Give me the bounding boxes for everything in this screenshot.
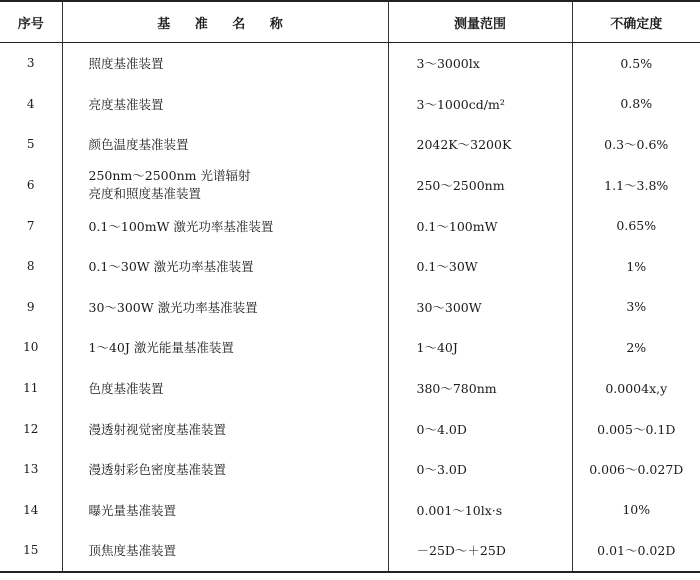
row-range: 3～1000cd/m² (388, 84, 572, 125)
row-name: 亮度基准装置 (62, 84, 388, 125)
row-name: 色度基准装置 (62, 368, 388, 409)
row-range: 3～3000lx (388, 43, 572, 84)
table-row (0, 165, 700, 206)
table-row (0, 368, 700, 409)
table-row (0, 408, 700, 449)
row-number: 6 (26, 178, 35, 193)
table-row (0, 490, 700, 531)
header-uncertainty: 不确定度 (572, 1, 700, 43)
table-row (0, 124, 700, 165)
row-name: 30～300W 激光功率基准装置 (62, 287, 388, 328)
table-row (0, 205, 700, 246)
row-uncertainty: 0.5% (572, 43, 700, 84)
row-range: 0.1～30W (388, 246, 572, 287)
row-uncertainty: 0.005～0.1D (572, 408, 700, 449)
row-range: 2042K～3200K (388, 124, 572, 165)
table-row (0, 43, 700, 84)
row-name: 漫透射彩色密度基准装置 (62, 449, 388, 490)
header-number: 序号 (0, 1, 62, 43)
table-row (0, 246, 700, 287)
row-number: 10 (23, 340, 39, 355)
row-name: 顶焦度基准装置 (62, 530, 388, 572)
row-name-line-2: 亮度和照度基准装置 (88, 186, 202, 202)
table-row (0, 530, 700, 572)
table-header-row (0, 1, 700, 43)
row-name: 漫透射视觉密度基准装置 (62, 408, 388, 449)
row-range: 0.1～100mW (388, 205, 572, 246)
row-uncertainty: 0.8% (572, 84, 700, 125)
row-uncertainty: 0.3～0.6% (572, 124, 700, 165)
row-name: 颜色温度基准装置 (62, 124, 388, 165)
row-range: 1～40J (388, 327, 572, 368)
row-uncertainty: 2% (572, 327, 700, 368)
row-number: 7 (26, 218, 35, 233)
header-name: 基 准 名 称 (62, 1, 388, 43)
row-name: 1～40J 激光能量基准装置 (62, 327, 388, 368)
row-name-line-1: 250nm～2500nm 光谱辐射 (88, 168, 251, 184)
row-number: 15 (0, 530, 62, 572)
row-name: 照度基准装置 (62, 43, 388, 84)
row-number: 4 (26, 96, 35, 111)
row-range: 380～780nm (388, 368, 572, 409)
row-range: 0.001～10lx·s (388, 490, 572, 531)
table-row (0, 327, 700, 368)
table-row (0, 287, 700, 328)
row-uncertainty: 0.65% (572, 205, 700, 246)
row-name: 曝光量基准装置 (62, 490, 388, 531)
row-range: 0～3.0D (388, 449, 572, 490)
table-row (0, 84, 700, 125)
row-number: 8 (26, 259, 35, 274)
row-uncertainty: 0.01～0.02D (572, 530, 700, 572)
row-uncertainty: 0.0004x,y (572, 368, 700, 409)
header-range: 测量范围 (388, 1, 572, 43)
row-number: 3 (26, 56, 35, 71)
row-range: 250～2500nm (388, 165, 572, 206)
row-range: －25D～＋25D (388, 530, 572, 572)
row-uncertainty: 10% (572, 490, 700, 531)
row-number: 11 (23, 381, 39, 396)
row-uncertainty: 1.1～3.8% (572, 165, 700, 206)
row-name: 0.1～100mW 激光功率基准装置 (62, 205, 388, 246)
row-number: 13 (23, 462, 39, 477)
row-number: 14 (23, 502, 39, 517)
row-range: 0～4.0D (388, 408, 572, 449)
row-number: 9 (26, 299, 35, 314)
row-uncertainty: 0.006～0.027D (572, 449, 700, 490)
row-name: 0.1～30W 激光功率基准装置 (62, 246, 388, 287)
row-number: 12 (23, 421, 39, 436)
row-uncertainty: 1% (572, 246, 700, 287)
row-uncertainty: 3% (572, 287, 700, 328)
table-row (0, 449, 700, 490)
row-range: 30～300W (388, 287, 572, 328)
row-name (62, 165, 388, 206)
row-number: 5 (26, 137, 35, 152)
